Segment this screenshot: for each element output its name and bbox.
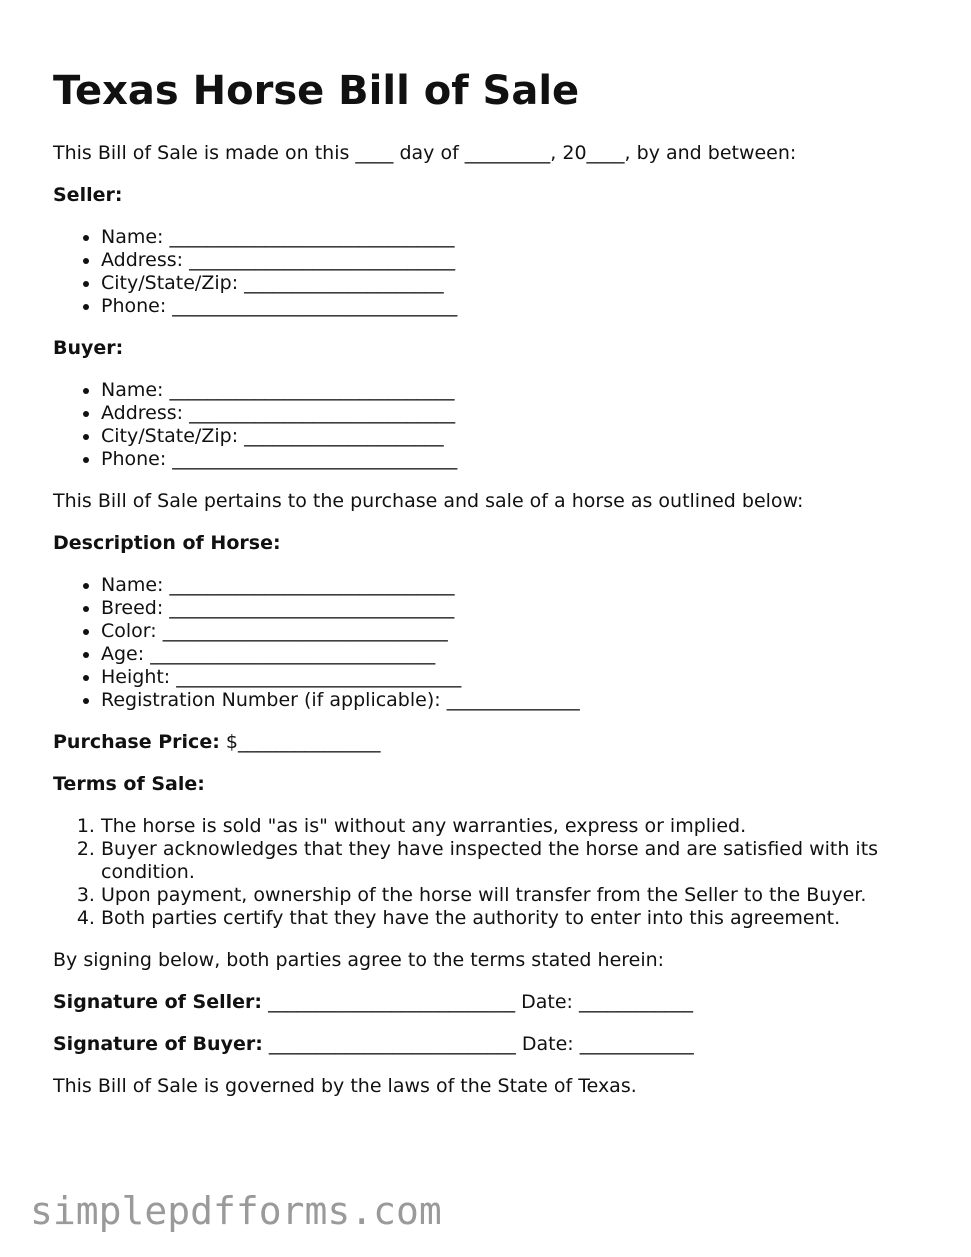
governed-text: This Bill of Sale is governed by the laws of the State of Texas. [53,1075,637,1097]
horse-height-field[interactable]: • Height: ______________________________ [101,666,933,689]
watermark-text: simplepdfforms.com [30,1189,442,1233]
horse-registration-field[interactable]: • Registration Number (if applicable): ______________ [101,689,933,712]
seller-signature-row [53,991,933,1014]
seller-name-field[interactable]: • Name: ______________________________ [101,226,933,249]
seller-signature-field[interactable]: __________________________ Date: ____________ [268,991,693,1013]
pertains-text: This Bill of Sale pertains to the purchase and sale of a horse as outlined below: [53,490,804,512]
buyer-signature-field[interactable]: __________________________ Date: ____________ [268,1033,694,1055]
horse-color-field[interactable]: • Color: ______________________________ [101,620,933,643]
terms-list [53,815,933,930]
agree-text: By signing below, both parties agree to the terms stated herein: [53,949,665,971]
purchase-price-field[interactable]: $_______________ [225,731,381,753]
document-body [53,66,933,1117]
buyer-signature-row [53,1033,933,1056]
term-item: 4. Both parties certify that they have the authority to enter into this agreement. [101,907,933,930]
term-item: 2. Buyer acknowledges that they have inspected the horse and are satisfied with its condition. [101,838,933,884]
buyer-phone-field[interactable]: • Phone: ______________________________ [101,448,933,471]
buyer-name-field[interactable]: • Name: ______________________________ [101,379,933,402]
term-item: 1. The horse is sold "as is" without any warranties, express or implied. [101,815,933,838]
horse-breed-field[interactable]: • Breed: ______________________________ [101,597,933,620]
buyer-heading: Buyer: [53,337,124,359]
seller-phone-field[interactable]: • Phone: ______________________________ [101,295,933,318]
document-title: Texas Horse Bill of Sale [53,68,580,114]
horse-age-field[interactable]: • Age: ______________________________ [101,643,933,666]
term-item: 3. Upon payment, ownership of the horse will transfer from the Seller to the Buyer. [101,884,933,907]
seller-fields [53,226,933,318]
buyer-address-field[interactable]: • Address: ____________________________ [101,402,933,425]
purchase-price-row [53,731,933,754]
horse-fields [53,574,933,712]
horse-heading: Description of Horse: [53,532,281,554]
intro-text: This Bill of Sale is made on this ____ day of _________, 20____, by and between: [53,142,797,164]
seller-city-state-zip-field[interactable]: • City/State/Zip: _____________________ [101,272,933,295]
buyer-signature-label: Signature of Buyer: [53,1033,263,1055]
purchase-price-label: Purchase Price: [53,731,220,753]
seller-signature-label: Signature of Seller: [53,991,263,1013]
horse-name-field[interactable]: • Name: ______________________________ [101,574,933,597]
buyer-fields [53,379,933,471]
seller-address-field[interactable]: • Address: ____________________________ [101,249,933,272]
buyer-city-state-zip-field[interactable]: • City/State/Zip: _____________________ [101,425,933,448]
terms-heading: Terms of Sale: [53,773,205,795]
seller-heading: Seller: [53,184,123,206]
